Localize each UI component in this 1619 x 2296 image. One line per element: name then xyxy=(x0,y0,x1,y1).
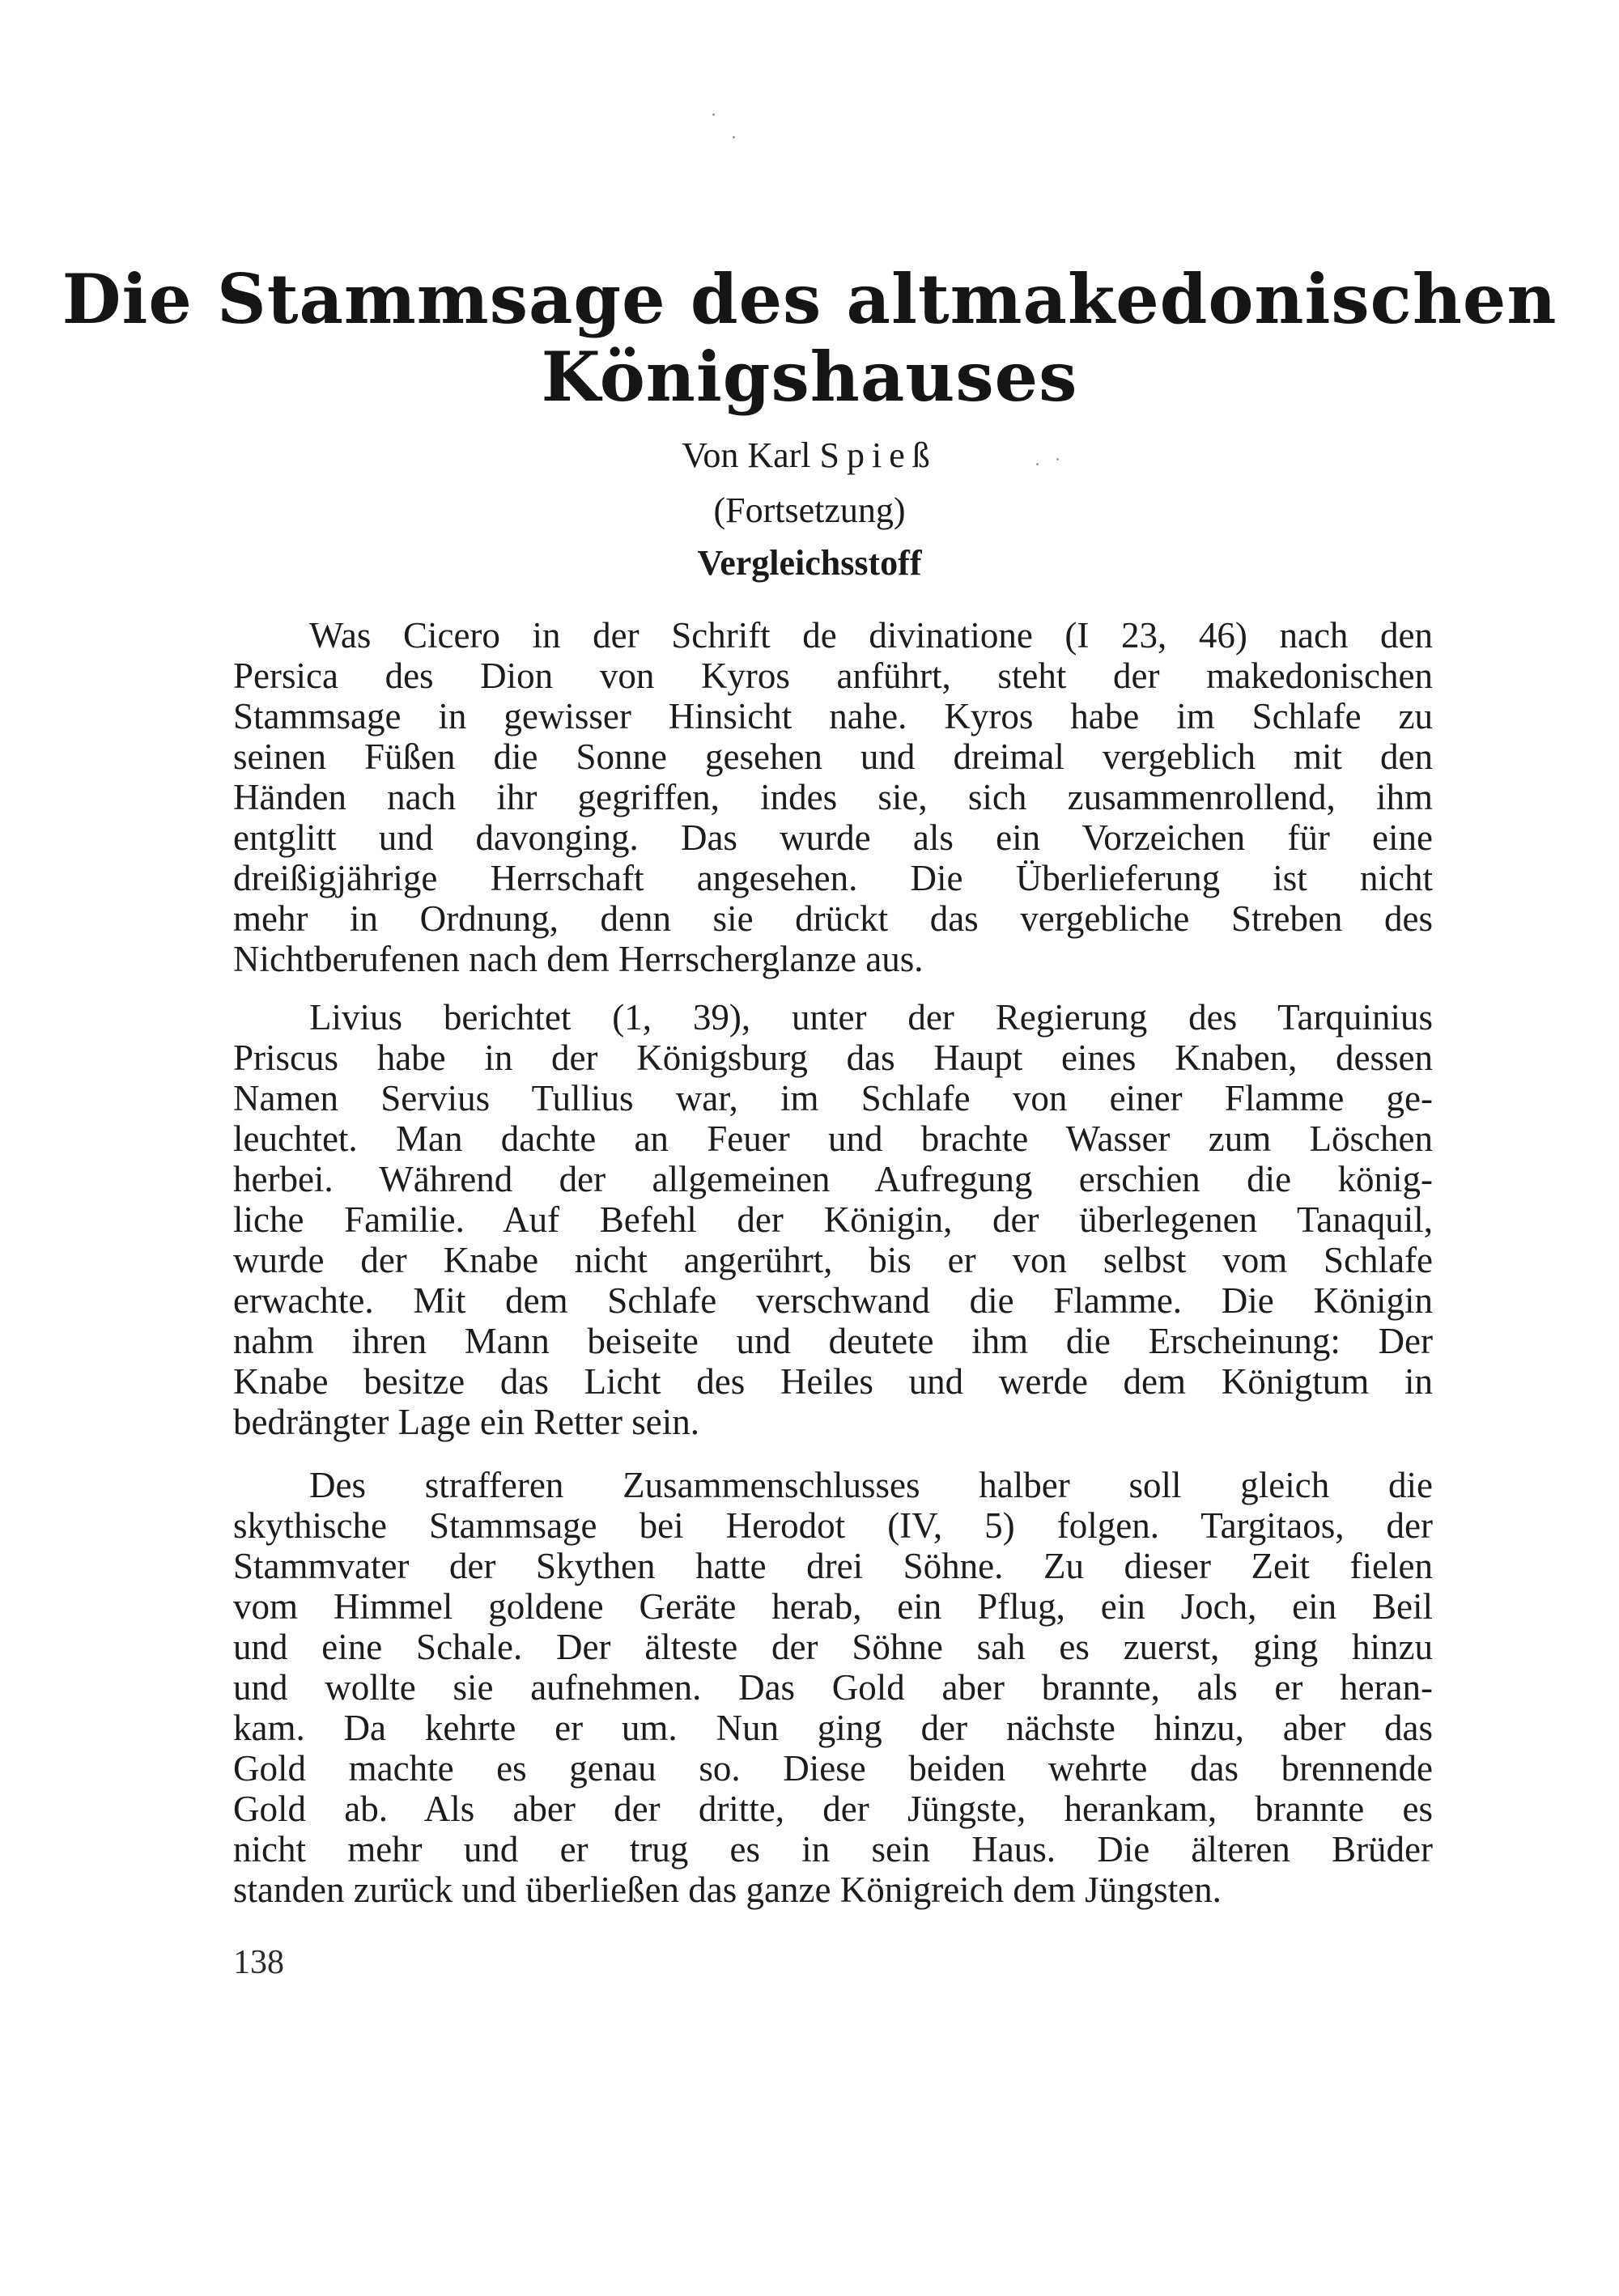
scan-speck xyxy=(1056,458,1059,460)
text-line: dreißigjährige Herrschaft angesehen. Die Überlieferung ist nicht xyxy=(233,858,1433,898)
text-line: vom Himmel goldene Geräte herab, ein Pflug, ein Joch, ein Beil xyxy=(233,1586,1433,1627)
text-line: leuchtet. Man dachte an Feuer und brachte Wasser zum Löschen xyxy=(233,1118,1433,1159)
text-line: kam. Da kehrte er um. Nun ging der nächste hinzu, aber das xyxy=(233,1708,1433,1748)
text-line: erwachte. Mit dem Schlafe verschwand die Flamme. Die Königin xyxy=(233,1280,1433,1321)
text-line: Namen Servius Tullius war, im Schlafe von einer Flamme ge- xyxy=(233,1078,1433,1118)
text-line: herbei. Während der allgemeinen Aufregung erschien die könig- xyxy=(233,1159,1433,1199)
author-surname: Spieß xyxy=(819,435,937,475)
text-line: Persica des Dion von Kyros anführt, steht der makedonischen xyxy=(233,656,1433,696)
text-line: mehr in Ordnung, denn sie drückt das vergebliche Streben des xyxy=(233,898,1433,939)
page-number: 138 xyxy=(233,1944,284,1981)
continuation-note: (Fortsetzung) xyxy=(713,490,906,530)
text-line: Händen nach ihr gegriffen, indes sie, sich zusammenrollend, ihm xyxy=(233,777,1433,817)
paragraph xyxy=(233,997,1433,1442)
byline-prefix: Von Karl xyxy=(682,435,811,475)
section-heading: Vergleichsstoff xyxy=(697,543,922,583)
text-line: bedrängter Lage ein Retter sein. xyxy=(233,1402,699,1442)
article-title-line-2: Königshauses xyxy=(541,337,1078,417)
text-line: Stammvater der Skythen hatte drei Söhne. Zu dieser Zeit fielen xyxy=(233,1546,1433,1586)
scan-speck xyxy=(1036,463,1039,465)
text-line: Gold machte es genau so. Diese beiden wehrte das brennende xyxy=(233,1748,1433,1789)
text-line: Priscus habe in der Königsburg das Haupt eines Knaben, dessen xyxy=(233,1038,1433,1078)
text-line: Was Cicero in der Schrift de divinatione (I 23, 46) nach den xyxy=(309,615,1433,656)
text-line: skythische Stammsage bei Herodot (IV, 5) folgen. Targitaos, der xyxy=(233,1505,1433,1546)
text-line: Des strafferen Zusammenschlusses halber soll gleich die xyxy=(309,1465,1433,1505)
byline xyxy=(0,433,1619,478)
text-line: seinen Füßen die Sonne gesehen und dreimal vergeblich mit den xyxy=(233,736,1433,777)
text-line: Livius berichtet (1, 39), unter der Regierung des Tarquinius xyxy=(309,997,1433,1038)
text-line: nahm ihren Mann beiseite und deutete ihm die Erscheinung: Der xyxy=(233,1321,1433,1361)
text-line: standen zurück und überließen das ganze Königreich dem Jüngsten. xyxy=(233,1869,1222,1910)
text-line: liche Familie. Auf Befehl der Königin, der überlegenen Tanaquil, xyxy=(233,1199,1433,1240)
text-line: Stammsage in gewisser Hinsicht nahe. Kyros habe im Schlafe zu xyxy=(233,696,1433,736)
text-line: wurde der Knabe nicht angerührt, bis er von selbst vom Schlafe xyxy=(233,1240,1433,1280)
text-line: und eine Schale. Der älteste der Söhne sah es zuerst, ging hinzu xyxy=(233,1627,1433,1667)
paragraph xyxy=(233,615,1433,979)
scan-speck xyxy=(712,113,715,116)
text-line: Gold ab. Als aber der dritte, der Jüngste, herankam, brannte es xyxy=(233,1789,1433,1829)
text-line: entglitt und davonging. Das wurde als ein Vorzeichen für eine xyxy=(233,817,1433,858)
text-line: Knabe besitze das Licht des Heiles und werde dem Königtum in xyxy=(233,1361,1433,1402)
text-line: nicht mehr und er trug es in sein Haus. Die älteren Brüder xyxy=(233,1829,1433,1869)
text-line: und wollte sie aufnehmen. Das Gold aber brannte, als er heran- xyxy=(233,1667,1433,1708)
article-title-line-1: Die Stammsage des altmakedonischen xyxy=(62,259,1557,339)
paragraph xyxy=(233,1465,1433,1910)
scan-speck xyxy=(733,136,735,138)
text-line: Nichtberufenen nach dem Herrscherglanze aus. xyxy=(233,939,924,979)
